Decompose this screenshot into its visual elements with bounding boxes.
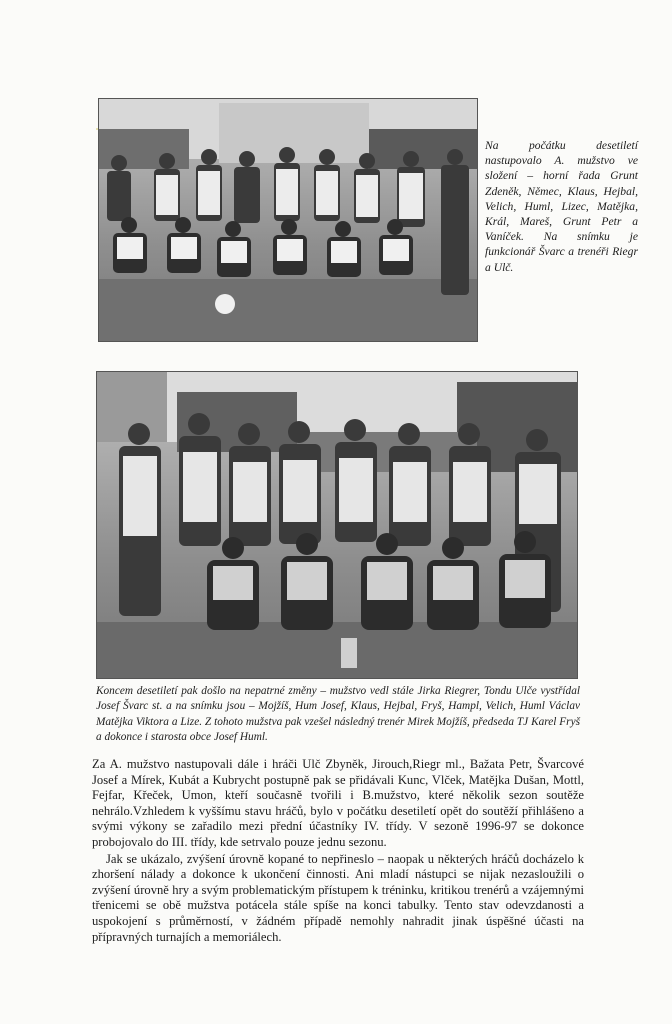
team-photo-bottom (96, 371, 578, 679)
team-photo-icon (97, 372, 577, 678)
paragraph: Jak se ukázalo, zvýšení úrovně kopané to nepřineslo – naopak u některých hráčů docházelo k zhoršení nálady a dokonce k ukončení činnosti. Ani mladí nástupci se nijak nezasloužili o zvýšení úrovně hry a svým problematickým přístupem k tréninku, kritikou trenérů a vzájemnými třenicemi se obě mužstva potácela stále spíše na konci tabulky. Tento stav odevzdanosti a uspokojení s průměrností, v žádném případě nemohly nahradit jinak úspěšné účasti na přípravných turnajích a memoriálech. (92, 851, 584, 944)
photo-caption-bottom: Koncem desetiletí pak došlo na nepatrné změny – mužstvo vedl stále Jirka Riegrer, Tondu Ulče vystřídal Josef Švarc st. a na snímku jsou – Mojžíš, Hum Josef, Klaus, Hejbal, Fryš, Hampl, Velich, Huml Václav Matějka Viktora a Lize. Z tohoto mužstva pak vzešel následný trenér Mirek Mojžíš, předseda TJ Karel Fryš a dokonce i starosta obce Josef Huml. (96, 685, 580, 744)
team-photo-top (98, 98, 478, 342)
article-body (92, 757, 584, 946)
paragraph: Za A. mužstvo nastupovali dále i hráči Ulč Zbyněk, Jirouch,Riegr ml., Bažata Petr, Švarcové Josef a Mírek, Kubát a Kubrycht postupně pak se přidávali Kunc, Vlček, Matějka Dušan, Mottl, Fejfar, Křeček, Umon, kteří současně tvořili i B.mužstvo, které několik sezon soutěže nehrálo.Vzhledem k vyššímu stavu hráčů, bylo v počátku desetiletí opět do soutěží přihlášeno a svými výkony se zařadilo mezi přední účastníky IV. třídy. V sezoně 1996-97 se dokonce probojovalo do III. třídy, kde setrvalo pouze jednu sezonu. (92, 757, 584, 849)
photo-caption-top: Na počátku desetiletí nastupovalo A. mužstvo ve složení – horní řada Grunt Zdeněk, Němec, Klaus, Hejbal, Velich, Huml, Lizec, Matějka, Král, Mareš, Grunt Petr a Vaníček. Na snímku je funkcionář Švarc a trenéři Riegr a Ulč. (485, 139, 638, 274)
team-photo-icon (99, 99, 477, 341)
